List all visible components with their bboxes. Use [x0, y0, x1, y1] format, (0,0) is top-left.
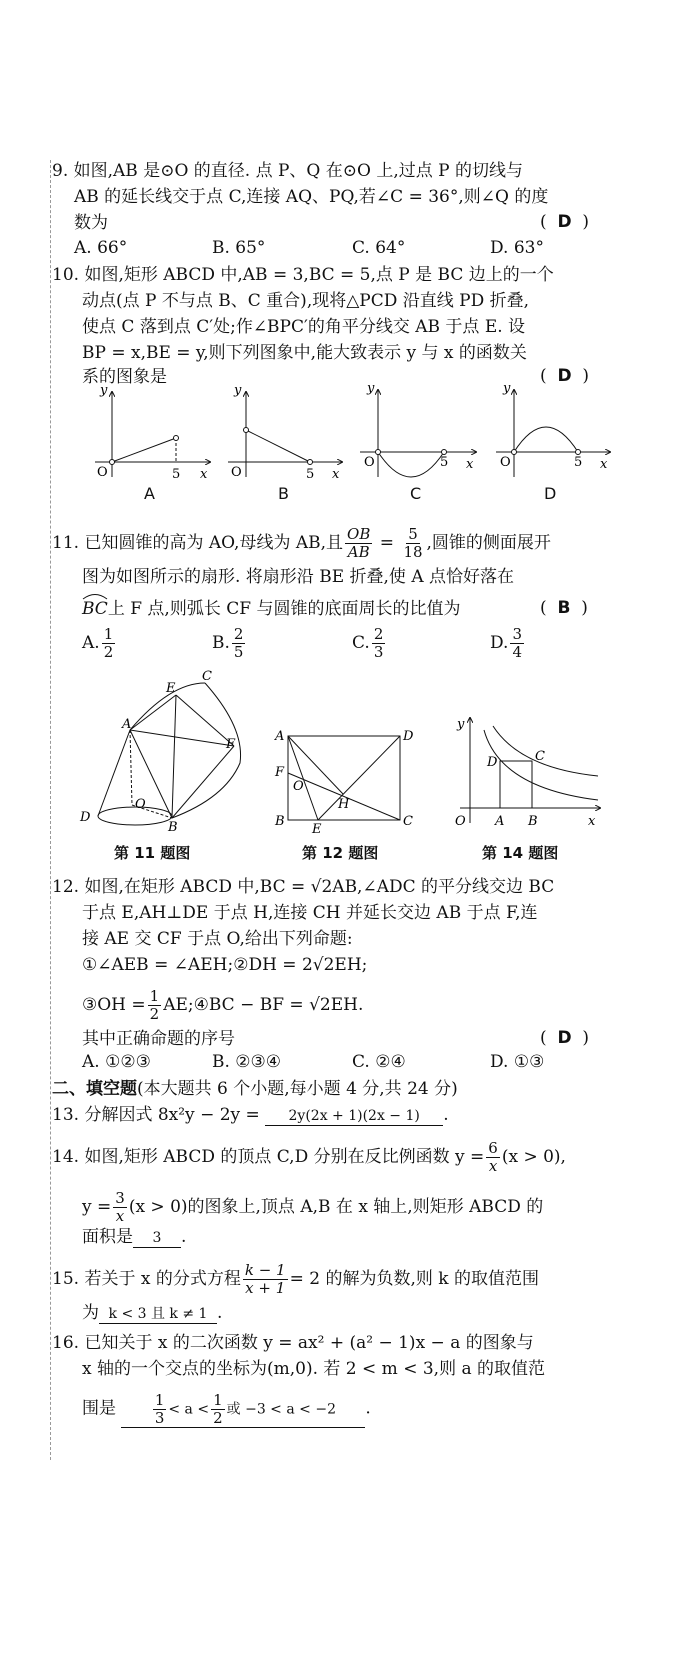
graph-b-label: B	[278, 484, 289, 503]
q12-line5-b: AE;④BC − BF = √2EH.	[163, 995, 364, 1015]
graph-c-tick: 5	[440, 455, 449, 470]
fig14-y: y	[457, 717, 465, 732]
q14-line2-b: (x > 0)的图象上,顶点 A,B 在 x 轴上,则矩形 ABCD 的	[128, 1197, 544, 1217]
q11-eq: =	[379, 533, 395, 553]
q12-option-d: D. ①③	[490, 1052, 545, 1072]
q16-end: .	[365, 1398, 371, 1419]
fig14-b: B	[528, 814, 538, 829]
fig14-o: O	[455, 814, 466, 829]
q14-f2-num: 3	[115, 1189, 125, 1207]
graph-d-label: D	[544, 484, 557, 503]
fig12-f: F	[275, 765, 285, 780]
q11-opt-a-den: 2	[103, 643, 114, 661]
q10-line3: 使点 C 落到点 C′处;作∠BPC′的角平分线交 AB 于点 E. 设	[82, 317, 526, 337]
fig12-c: C	[403, 814, 413, 829]
q11-opt-a-letter: A.	[82, 633, 100, 653]
q13-answer: 2y(2x + 1)(2x − 1)	[265, 1107, 443, 1126]
q11-opt-c-frac	[372, 626, 386, 661]
q11-opt-a-frac	[102, 626, 116, 661]
section2-title: 二、填空题	[52, 1079, 137, 1099]
q14-line1-a: 14. 如图,矩形 ABCD 的顶点 C,D 分别在反比例函数 y =	[52, 1147, 485, 1167]
q12-half-num: 1	[149, 987, 160, 1005]
q16-line3-text: 围是	[82, 1398, 116, 1419]
q11-line1	[52, 526, 551, 561]
q11-ratio	[401, 526, 424, 561]
caption-14: 第 14 题图	[482, 844, 559, 862]
q15-f-num: k − 1	[244, 1261, 286, 1279]
q14-line1	[52, 1140, 566, 1175]
q11-answer: B	[557, 598, 571, 618]
q11-line3-text: 上 F 点,则弧长 CF 与圆锥的底面周长的比值为	[107, 599, 461, 619]
fig12-o: O	[293, 779, 304, 794]
q11-arc-label: BC	[82, 599, 108, 619]
q12-answer-paren: ( D )	[540, 1028, 590, 1048]
q10-answer: D	[557, 366, 572, 386]
q9-option-c: C. 64°	[352, 238, 406, 258]
graph-c	[360, 381, 476, 477]
fig12-a: A	[275, 729, 285, 744]
q15-line2-text: 为	[82, 1303, 99, 1323]
q16-line2: x 轴的一个交点的坐标为(m,0). 若 2 < m < 3,则 a 的取值范	[82, 1359, 546, 1379]
q12-line4: ①∠AEB = ∠AEH;②DH = 2√2EH;	[82, 955, 368, 975]
q9-option-a: A. 66°	[74, 238, 128, 258]
fig11-b: B	[168, 820, 178, 835]
q14-f1-num: 6	[488, 1139, 498, 1157]
q14-f1-den: x	[488, 1157, 498, 1175]
graph-c-y: y	[367, 381, 375, 396]
fig12-e: E	[312, 822, 322, 837]
q12-half	[148, 988, 162, 1023]
graph-a-y: y	[100, 383, 108, 398]
q12-option-b: B. ②③④	[212, 1052, 282, 1072]
graph-b-tick: 5	[306, 467, 315, 482]
q15-line1-b: = 2 的解为负数,则 k 的取值范围	[289, 1269, 539, 1289]
q13-line	[52, 1104, 449, 1126]
q12-line2: 于点 E,AH⊥DE 于点 H,连接 CH 并延长交边 AB 于点 F,连	[82, 903, 538, 923]
q15-line2	[82, 1302, 222, 1324]
figure-12	[274, 729, 414, 837]
q11-line1-b: ,圆锥的侧面展开	[426, 533, 551, 553]
q11-frac-den: AB	[347, 543, 370, 561]
q12-line1: 12. 如图,在矩形 ABCD 中,BC = √2AB,∠ADC 的平分线交边 BC	[52, 877, 555, 897]
q12-line3: 接 AE 交 CF 于点 O,给出下列命题:	[82, 929, 353, 949]
fig12-b: B	[275, 814, 285, 829]
fig14-c: C	[535, 749, 545, 764]
q16-answer	[121, 1392, 365, 1428]
q14-end: .	[181, 1227, 187, 1247]
q11-frac-ob-ab	[345, 526, 372, 561]
fig14-a: A	[495, 814, 505, 829]
q14-f2-den: x	[115, 1207, 125, 1225]
graph-a-label: A	[144, 484, 155, 503]
q12-option-c: C. ②④	[352, 1052, 406, 1072]
q13-text: 13. 分解因式 8x²y − 2y =	[52, 1105, 260, 1125]
q11-opt-d-den: 4	[512, 643, 522, 661]
q11-arc	[82, 598, 108, 620]
q16-line1: 16. 已知关于 x 的二次函数 y = ax² + (a² − 1)x − a 的图象与	[52, 1333, 534, 1353]
q15-f-den: x + 1	[245, 1279, 286, 1297]
q14-line1-b: (x > 0),	[501, 1147, 566, 1167]
q10-line5: 系的图象是	[82, 367, 167, 387]
q9-line3: 数为	[74, 213, 108, 233]
graph-b	[228, 383, 342, 482]
q12-option-a: A. ①②③	[82, 1052, 151, 1072]
q14-line2	[82, 1190, 543, 1225]
q9-line1: 9. 如图,AB 是⊙O 的直径. 点 P、Q 在⊙O 上,过点 P 的切线与	[52, 161, 524, 181]
fig11-d: D	[80, 810, 91, 825]
q15-line1	[52, 1262, 539, 1297]
q11-line2: 图为如图所示的扇形. 将扇形沿 BE 折叠,使 A 点恰好落在	[82, 567, 515, 587]
graph-d	[496, 381, 610, 477]
q16-frac-b	[211, 1392, 225, 1427]
q14-frac2	[113, 1190, 127, 1225]
fig11-o: O	[135, 797, 146, 812]
graph-c-origin: O	[364, 455, 375, 470]
q11-opt-c-letter: C.	[352, 633, 370, 653]
q16-a-num: 1	[154, 1391, 165, 1409]
q14-line3-text: 面积是	[82, 1227, 133, 1247]
fig11-f: F	[226, 737, 236, 752]
q11-opt-c-num: 2	[373, 625, 384, 643]
q14-line3	[82, 1226, 186, 1248]
graph-d-y: y	[503, 381, 511, 396]
q15-answer: k < 3 且 k ≠ 1	[99, 1305, 217, 1324]
caption-12: 第 12 题图	[302, 844, 379, 862]
q14-answer: 3	[133, 1229, 181, 1248]
q16-mid: < a <	[168, 1401, 210, 1418]
q11-line1-a: 11. 已知圆锥的高为 AO,母线为 AB,且	[52, 533, 344, 553]
q12-answer: D	[557, 1028, 572, 1048]
q12-line6: 其中正确命题的序号	[82, 1029, 235, 1049]
graph-a-x: x	[200, 467, 208, 482]
q11-line3	[82, 598, 460, 620]
section2-heading	[52, 1078, 458, 1100]
q11-opt-c-den: 3	[373, 643, 384, 661]
graph-c-label: C	[410, 484, 422, 503]
figure-14	[455, 717, 600, 829]
fig11-a: A	[122, 717, 132, 732]
section2-desc: (本大题共 6 个小题,每小题 4 分,共 24 分)	[137, 1079, 458, 1099]
q11-option-d	[490, 626, 526, 661]
graph-a	[95, 383, 210, 482]
graph-b-y: y	[234, 383, 242, 398]
graph-d-origin: O	[500, 455, 511, 470]
graph-c-x: x	[466, 457, 474, 472]
q9-line2: AB 的延长线交于点 C,连接 AQ、PQ,若∠C = 36°,则∠Q 的度	[74, 187, 549, 207]
q11-opt-d-num: 3	[512, 625, 522, 643]
q11-option-c	[352, 626, 387, 661]
q12-line5	[82, 988, 363, 1023]
q9-answer-paren: ( D )	[540, 212, 590, 232]
q11-opt-b-letter: B.	[212, 633, 230, 653]
fig11-c: C	[202, 669, 212, 684]
q11-opt-b-frac	[232, 626, 246, 661]
q9-option-d: D. 63°	[490, 238, 544, 258]
q10-answer-paren: ( D )	[540, 366, 590, 386]
q10-graphs	[0, 382, 699, 502]
q11-ratio-den: 18	[403, 543, 423, 561]
q10-line4: BP = x,BE = y,则下列图象中,能大致表示 y 与 x 的函数关	[82, 343, 527, 363]
q11-opt-d-letter: D.	[490, 633, 509, 653]
q16-ans-end: 或 −3 < a < −2	[226, 1401, 336, 1418]
q13-end: .	[443, 1105, 449, 1125]
q15-end: .	[217, 1303, 223, 1323]
q10-line2: 动点(点 P 不与点 B、C 重合),现将△PCD 沿直线 PD 折叠,	[82, 291, 530, 311]
q16-frac-a	[153, 1392, 167, 1427]
q10-line1: 10. 如图,矩形 ABCD 中,AB = 3,BC = 5,点 P 是 BC 边上的一个	[52, 265, 554, 285]
q11-opt-a-num: 1	[103, 625, 114, 643]
q11-ratio-num: 5	[408, 525, 418, 543]
caption-11: 第 11 题图	[114, 844, 191, 862]
figures-row	[0, 668, 699, 848]
q11-opt-d-frac	[510, 626, 524, 661]
graph-b-x: x	[332, 467, 340, 482]
graph-b-origin: O	[231, 465, 242, 480]
q14-frac1	[486, 1140, 500, 1175]
figure-11	[79, 669, 241, 835]
fig12-h: H	[338, 797, 350, 812]
q11-opt-b-den: 5	[233, 643, 244, 661]
q11-option-b	[212, 626, 247, 661]
fig14-d: D	[487, 755, 498, 770]
q16-b-den: 2	[213, 1409, 223, 1427]
graph-d-tick: 5	[574, 455, 583, 470]
graph-d-x: x	[600, 457, 608, 472]
q14-line2-a: y =	[82, 1197, 112, 1217]
graph-a-origin: O	[97, 465, 108, 480]
fig11-e: E	[166, 681, 176, 696]
q12-half-den: 2	[149, 1005, 160, 1023]
q11-opt-b-num: 2	[233, 625, 244, 643]
q15-line1-a: 15. 若关于 x 的分式方程	[52, 1269, 241, 1289]
q12-line5-a: ③OH =	[82, 995, 146, 1015]
q16-line3	[82, 1392, 371, 1428]
q9-option-b: B. 65°	[212, 238, 266, 258]
fig14-x: x	[588, 814, 596, 829]
q9-answer: D	[557, 212, 572, 232]
q11-option-a	[82, 626, 117, 661]
q11-frac-num: OB	[347, 525, 371, 543]
q11-answer-paren: ( B )	[540, 598, 588, 618]
fig12-d: D	[403, 729, 414, 744]
q16-b-num: 1	[213, 1391, 223, 1409]
q16-a-den: 3	[154, 1409, 165, 1427]
graph-a-tick: 5	[172, 467, 181, 482]
q15-frac	[243, 1262, 288, 1297]
